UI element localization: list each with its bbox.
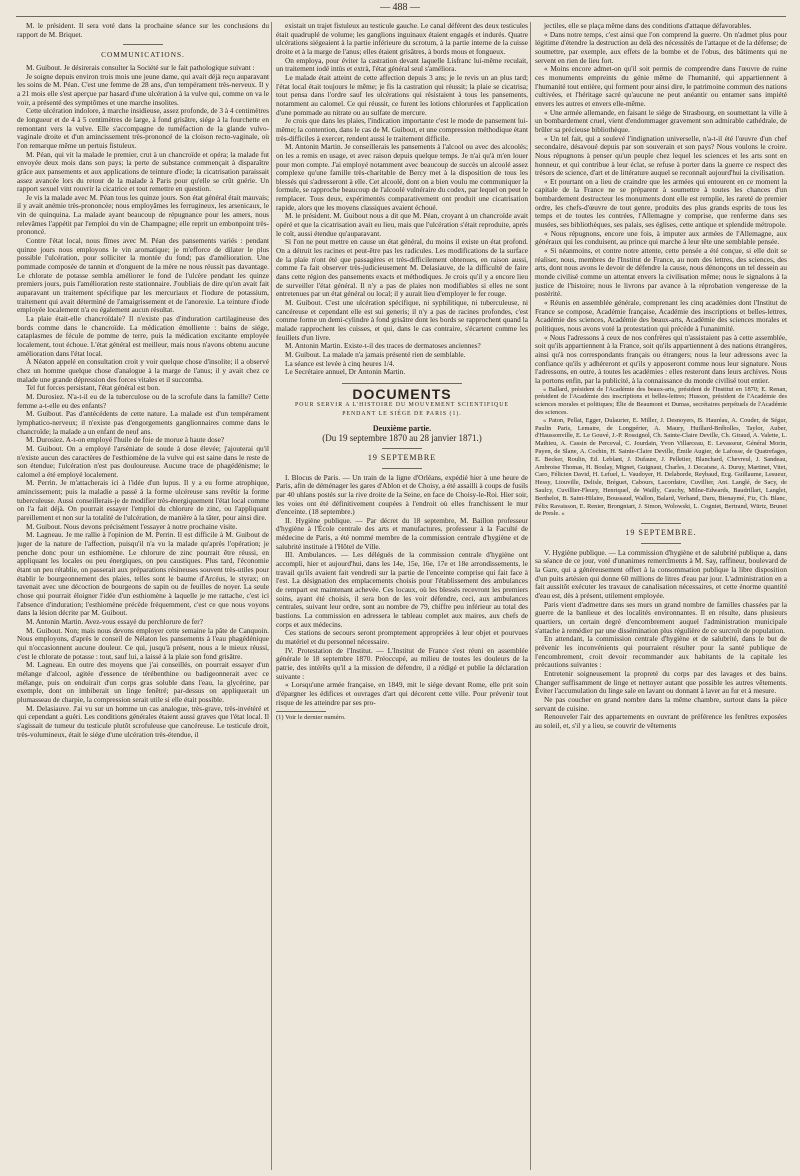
paragraph: M. Guibout. Pas d'antécédents de cette nature. La malade est d'un tempérament lymphatico-nerveux; il n'existe pas d'engorgements ganglionnaires comme dans le chancroïde; la malade a un enfant de neuf ans. — [17, 409, 269, 436]
column-2-items — [276, 474, 528, 708]
paragraph: Je soigne depuis environ trois mois une jeune dame, qui avait déjà reçu auparavant les soins de M. Péan. C'est une femme de 28 ans, d'un tempérament très-nerveux. Il y a 21 mois elle s'est aperçue par hasard d'une ulcération à la vulve qui, comme on va le voir, a présenté des symptômes et une marche insolites. — [17, 71, 269, 107]
paragraph: Je vis la malade avec M. Péan tous les quinze jours. Son état général était mauvais; il y avait anémie très-prononcée; nous employâmes les ferrugineux, les arsenicaux, le vin de quinquina. La malade ayant beaucoup de répugnance pour les amers, nous relevâmes l'appétit par l'emploi du vin de Champagne; elle reprit un embonpoint très-prononcé. — [17, 192, 269, 237]
paragraph: En attendant, la commission centrale d'hygiène et de salubrité, dans le but de prévenir les inconvénients qui pourraient résulter pour la santé publique de l'encombrement, croit devoir recommander aux habitants de la capitale les précautions suivantes : — [535, 634, 787, 670]
paragraph: M. Guibout. La malade n'a jamais présenté rien de semblable. — [285, 349, 466, 359]
part-title: Deuxième partie. — [372, 423, 432, 433]
paragraph: M. Guibout. Nous devons précisément l'essayer à notre prochaine visite. — [26, 521, 238, 531]
documents-subtitle: POUR SERVIR A L'HISTOIRE DU MOUVEMENT SCIENTIFIQUE — [295, 401, 509, 408]
paragraph: III. Ambulances. — Les délégués de la commission centrale d'hygiène ont accompli, hier et aujourd'hui, dans les 14e, 15e, 16e, 17e et 18e arrondissements, le travail qu'ils avaient fait vendredi sur la partie de l'enceinte comprise qui fait face à l'est. La désignation des emplacements choisis pour l'établissement des ambulances de rempart est maintenant achevée. Ces locaux, où les blessés recevront les premiers soins, ayant été choisis, il sera bon de les voir défendre, ceci, aux ambulances centrales, suivant leur ordre, sont au nombre de 79, chiffre peu inférieur au total des bastions. La commission en adressera le tableau complet aux maires, aux chefs de corps et aux médecins. — [276, 550, 528, 629]
paragraph: Si l'on ne peut mettre en cause un état général, du moins il existe un état profond. On a détruit les racines et peut-être pas les radicules. Les modifications de la surface de la plaie n'ont été que passagères et très-difficilement obtenues, en raison aussi, comme l'a fait observer très-judicieusement M. Delasiauve, de la difficulté de faire dans cette région des pansements exacts et méthodiques. Je crois qu'il y a encore lieu de surveiller l'état général. Il n'y a pas de plaies non modifiables si elles ne sont entretenues par un état général ou local; il y aurait lieu d'employer le fer rouge. — [276, 237, 528, 299]
paragraph: M. Durosiez. A-t-on employé l'huile de foie de morue à haute dose? — [26, 435, 225, 445]
paragraph: M. Perrin. Je m'attacherais ici à l'idée d'un lupus. Il y a eu forme atrophique, amincissement; puis la maladie a passé à la forme ulcéreuse sans revêtir la forme tuberculeuse. Aussi conseillerais-je de modifier très-énergiquement l'état local comme on l'a fait déjà. On pourrait essayer l'emploi du chlorure de zinc, ou l'appliquant pareillement et non sur la totalité de l'ulcération, de manière à la tâter, pour ainsi dire. — [17, 478, 269, 523]
column-1 — [17, 22, 269, 1172]
column-1-paragraphs — [17, 64, 269, 739]
paragraph: I. Blocus de Paris. — Un train de la ligne d'Orléans, expédié hier à une heure de Paris, afin de déménager les gares d'Ablon et de Choisy, a été assailli à coups de fusils par 40 uhlans postés sur la rive droite de la Seine, en face de Choisy-le-Roi. Hier soir, les voies ont été définitivement coupées à l'endroit où elles franchissent le mur d'enceinte. (18 septembre.) — [276, 472, 528, 517]
paragraph: On employa, pour éviter la castration devant laquelle Lisfranc lui-même reculait, un traitement iodé intùs et extrà, l'état général seul s'améliora. — [276, 55, 528, 74]
signatories-block — [535, 386, 787, 519]
paragraph: jectiles, elle se plaça même dans des conditions d'attaque défavorables. — [544, 22, 752, 30]
paragraph: M. Lagneau. En outre des moyens que j'ai conseillés, on pourrait essayer d'un mélange d'alcool, agitée d'essence de térébenthine ou badigeonnerait avec ce mélange, puis on enduirait d'un corps gras soluble dans l'eau, la glycérine, par exemple, dont on imbiberait un linge fenêtré; par-dessus on appliquerait un plumasseau de charpie, la compression serait utile si elle était possible. — [17, 660, 269, 704]
separator — [382, 448, 422, 449]
paragraph: Ne pas coucher en grand nombre dans la même chambre, surtout dans la pièce servant de cuisine. — [535, 694, 787, 713]
paragraph: M. Antonin Martin. Avez-vous essayé du perchlorure de fer? — [26, 616, 203, 626]
paragraph: « Un tel fait, qui a soulevé l'indignation universelle, n'a-t-il été l'œuvre d'un chef secondaire, désavoué depuis par son souverain et son pays? Nous voulons le croire. Nous répugnons à penser qu'un peuple chez lequel les sciences et les arts sont en honneur, et qui contribue à leur éclat, se refuse à porter dans la guerre ce respect des trésors de science, d'art et de littérature auquel se reconnaît aujourd'hui la civilisation. — [535, 133, 787, 178]
paragraph: « Réunis en assemblée générale, comprenant les cinq académies dont l'Institut de France se compose, Académie française, Académie des inscriptions et belles-lettres, Académie des sciences, Académie des beaux-arts, Académie des sciences morales et politiques, nous avons voté la protestation qui précède à l'unanimité. — [535, 298, 787, 333]
date-heading: 19 SEPTEMBRE. — [625, 528, 697, 538]
column-2-paragraphs — [276, 22, 528, 377]
separator — [641, 543, 681, 544]
column-2 — [276, 22, 528, 1172]
column-divider — [530, 22, 531, 1170]
lead-paragraph: M. le président. Il sera voté dans la prochaine séance sur les conclusions du rapport de M. Briquet. — [17, 22, 269, 39]
column-3-items — [535, 549, 787, 731]
paragraph: « Si néanmoins, et contre notre attente, cette pensée a été conçue, si elle doit se réaliser, nous, membres de l'Institut de France, au nom des lettres, des sciences, des arts, dont nous avons le devoir de défendre la cause, nous dénonçons un tel dessein au monde civilisé comme un attentat envers la civilisation même; nous le signalons à la justice de l'histoire; nous le livrons par avance à la réprobation vengeresse de la postérité. — [535, 246, 787, 299]
paragraph: Je crois que dans les plaies, l'indication importante c'est le mode de pansement lui-même; la contention, dans le cas de M. Guibout, et une compression méthodique étant très-difficiles à exercer, rendent aussi le traitement difficile. — [276, 116, 528, 143]
paragraph: M. le président. M. Guibout nous a dit que M. Péan, croyant à un chancroïde avait opéré et que la cicatrisation avait eu lieu, mais que l'ulcération s'était reproduite, après le coït, aussi étendue qu'auparavant. — [276, 211, 528, 238]
paragraph: Renouveler l'air des appartements en ouvrant de préférence les fenêtres exposées au soleil, et, s'il y a lieu, se couvrir de vêtements — [535, 712, 787, 730]
date-heading: 19 SEPTEMBRE — [367, 452, 437, 462]
paragraph: « Moins encore admet-on qu'il soit permis de comprendre dans l'œuvre de ruine ces monuments empreints du génie même de l'humanité, qui appartiennent à l'humanité tout entière, qui forment pour ainsi dire, le patrimoine commun des nations cultivées, et l'héritage sacré qu'aucune ne peut anéantir ou entamer sans impiété envers les autres et envers elle-même. — [535, 64, 787, 108]
column-3-paragraphs — [535, 22, 787, 386]
paragraph: La plaie était-elle chancroïdale? Il n'existe pas d'induration cartilagineuse des bords comme dans le chancroïde. La médication émolliente : bains de siége, cataplasmes de fécule de pomme de terre, puis la médication excitante employée localement, tout échoue. L'état général est meilleur, mais nous n'avons obtenu aucune amélioration dans l'état local. — [17, 314, 269, 358]
paragraph: M. Antonin Martin. Existe-t-il des traces de dermatoses anciennes? — [285, 341, 481, 351]
paragraph: « Et pourtant on a lieu de craindre que les armées qui entourent en ce moment la capitale de la France ne se préparent à soumettre à toutes les chances d'un bombardement destructeur les monuments dont elle est remplie, les rareté de premier ordre, les chefs-d'œuvre de tout genre, produits des plus grands esprits de tous les temps et de toutes les contrées, l'Allemagne y comprise, que renferme dans ses musées, ses bibliothèques, ses palais, ses églises, cette antique et splendide métropole. — [535, 176, 787, 230]
signatories-members: « Paton, Pellat, Egger, Dulaurier, E. Miller, J. Desnoyers, B. Hauréau, A. Couder, de Ségur, Paulin Paris, Lemaire, de Longpérier, A. Maury, Huillard-Bréholles, Taylor, Auber, d'Haussonville, E. Le Gouvé, J.-P. Rossignol, Ch. Sainte-Claire Deville, Ch. Giraud, A. Valette, L. Mathieu, A. Cassin de Perceval, C. Jourdain, Yvon Villarceau, E. Levasseur, Général Morin, Payen, de Slane, A. Cochin, H. Sainte-Claire Deville, Émile Augier, de Lafosse, de Quatrefages, E. Becker, Roulin, Ed. Leblant, J. Dufaure, J. Pelletier, Blanchard, Chevreul, J. Sandeau, Ambroise Thomas, H. Boulay, Mignet, Guignaut, Charles, J. Decaisne, A. Duruy, Martinet, Vitet, Caro, Félicien David, H. Lefuel, L. Vaudoyer, H. Delaborde, Reybaud, Ecg. Guillaume, Lesueur, Hessy, Liouville, Delisle, Bréguet, Cabours, Lacordaire, Cuvillier, Ant. Langlé, de Sacy, de Saulcy, Cuvillier-Fleury, Henriquel, de Wailly, Cauchy, Milne-Edwards, Baudrillart, Langlet, Berthelot, B. Saint-Hilaire, Boussaud, Wallon, Balard, Verhand, Daru, Bienaymé, Fiz, Ch. Blanc, Félix Ravaisson, E. Renier, Brongniart, J. Simon, Wolowski, L. Cogniet, Bertrand, Würtz, Brunet de Presle. » — [535, 416, 787, 518]
paragraph: À Néaton appelé en consultation croit y voir quelque chose d'insolite; il a observé chez un homme quelque chose d'analogue à la marge de l'anus; il y avait chez ce malade une grande dépression des forces vitales et il succomba. — [17, 357, 269, 384]
paragraph: « Une armée allemande, en faisant le siége de Strasbourg, en soumettant la ville à un bombardement cruel, vient d'endommager gravement son admirable cathédrale, de brûler sa précieuse bibliothèque. — [535, 107, 787, 134]
paragraph: M. Péan, qui vit la malade le premier, crut à un chancroïde et opéra; la malade fut envoyée deux mois dans son pays; la perte de substance commençait à disparaître grâce aux pansements et aux applications de teinture d'iode; la cicatrisation paraissait assez avancée lors du retour de la malade à Paris pour qu'elle se crût guérie. Un rapport sexuel vint rouvrir la cicatrice et tout remettre en question. — [17, 149, 269, 194]
paragraph: Cette ulcération indolore, à marche insidieuse, assez profonde, de 3 à 4 centimètres de longueur et de 4 à 5 centimètres de large, à fond grisâtre, siége à la fourchette en remontant vers la vulve. Elle s'accompagne de tuméfaction de la glande vulvo-vaginale droite et d'un amincissement très-prononcé de la cloison recto-vaginale, où l'on remarque même un pertuis fistuleux. — [17, 106, 269, 150]
paragraph: Paris vient d'admettre dans ses murs un grand nombre de familles chassées par la guerre de la banlieue et des localités environnantes. Il en résulte, dans plusieurs quartiers, un certain degré d'encombrement auquel l'administration municipale s'attache à remédier par une dissémination plus régulière de ce surcroît de population. — [535, 599, 787, 635]
separator — [641, 523, 681, 524]
footnote: (1) Voir le dernier numéro. — [276, 714, 346, 722]
paragraph: M. Guibout. Je désirerais consulter la Société sur le fait pathologique suivant : — [26, 62, 255, 72]
paragraph: Le Secrétaire annuel, Dr Antonin Martin. — [285, 367, 406, 377]
top-rule — [16, 16, 786, 17]
date-range: (Du 19 septembre 1870 au 28 janvier 1871.) — [322, 433, 482, 444]
documents-subtitle-2: PENDANT LE SIÉGE DE PARIS (1). — [342, 410, 462, 417]
paragraph: La séance est levée à cinq heures 1/4. — [285, 358, 395, 368]
paragraph: M. Guibout. C'est une ulcération spécifique, ni syphilitique, ni tuberculeuse, ni cancéreuse et cependant elle est sui generis; il n'y a pas de racines profondes, c'est comme forme un demi-cylindre à fond grisâtre dont les bords se rapprochent quand la malade rapprochent les cuisses, et qui, dans le cas contraire, s'écartent comme les feuillets d'un livre. — [276, 298, 528, 342]
column-3 — [535, 22, 787, 1172]
column-divider — [271, 22, 272, 1170]
paragraph: IV. Protestation de l'Institut. — L'Institut de France s'est réuni en assemblée générale le 18 septembre 1870. Préoccupé, au milieu de toutes les douleurs de la patrie, des intérêts qu'il a la mission de défendre, il a rédigé et publie la déclaration suivante : — [276, 645, 528, 681]
paragraph: M. Antonin Martin. Je conseillerais les pansements à l'alcool ou avec des alcoolés; on les a remis en usage, et avec raison depuis quelque temps. Je n'ai qu'à m'en louer pour mon compte. J'ai employé notamment avec beaucoup de succès un alcoolé assez complexe qu'une famille très-charitable de Bercy met à la disposition de tous les blessés qui s'adresseront à elle. Cet alcoolé, dont on a bien voulu me communiquer la formule, se rapproche beaucoup de l'alcoolé vulnéraire du codex, par lequel on peut le remplacer. Tous deux, expérimentés comparativement ont produit une cicatrisation rapide, alors que les moyens classiques avaient échoué. — [276, 142, 528, 212]
paragraph: Tel fut forces persistant, l'état général est bon. — [26, 383, 160, 393]
signatories-officers: « Ballard, président de l'Académie des beaux-arts, président de l'Institut en 1870; E. Renan, président de l'Académie des inscriptions et belles-lettres; Husson, président de l'Académie des sciences morales et politiques; Élie de Beaumont et Dumas, secrétaires perpétuels de l'Académie des sciences. — [535, 385, 787, 416]
section-title: COMMUNICATIONS. — [101, 50, 185, 60]
page-number: — 488 — — [380, 2, 420, 13]
separator — [342, 383, 462, 384]
paragraph: « Nous l'adressons à ceux de nos confrères qui n'assistaient pas à cette assemblée, soit qu'ils appartiennent à la France, soit qu'ils appartiennent à des nations étrangères, ainsi qu'à nos correspondants français ou étrangers; nous la leur adressons avec la confiance qu'ils y adhéreront et qu'ils y apposeront comme nous leur signature. Nous l'adressons, en outre, à toutes les académies : elles resteront dans leurs archives. Nous la portons enfin, par la publicité, à la connaissance du monde civilisé tout entier. — [535, 332, 787, 385]
paragraph: Entretenir soigneusement la propreté du corps par des lavages et des bains. Changer suffisamment de linge et nettoyer autant que possible les autres vêtements. Éviter l'accumulation du linge sale en lavant ou donnant à laver au fur et à mesure. — [535, 668, 787, 696]
paragraph: V. Hygiène publique. — La commission d'hygiène et de salubrité publique a, dans sa séance de ce jour, voté d'unanimes remercîments à M. Say, raffineur, boulevard de la Gare, qui a généreusement offert à la consommation publique la libre disposition d'un puits artésien qui donne 60 millions de litres d'eau par jour. L'administration en a fait aussitôt exécuter les travaux de canalisation nécessaires, et cette énorme quantité d'eau est, dès à présent, utilement employée. — [535, 547, 787, 601]
paragraph: Le malade était atteint de cette affection depuis 3 ans; je le revis un an plus tard; l'état local était toujours le même; je fis la castration qui réussit; la plaie se cicatrisa; tout pensa dans l'ordre sauf les ulcérations qui résistaient à tous les pansements, notamment au calomel. Ce qui réussit, ce furent les lotions chlorurées et l'application d'une pommade au nitrate ou au sulfate de mercure. — [276, 72, 528, 117]
separator — [123, 44, 163, 45]
paragraph: M. Guibout. On a employé l'arséniate de soude à dose élevée; j'ajouterai qu'il n'existe aucun des caractères de l'esthiomène de la vulve qui est saine dans le reste de son étendue; l'ulcération n'est pas douloureuse. Aucune trace de phagédénisme; le calomel a été employé localement. — [17, 443, 269, 479]
paragraph: M. Durosiez. N'a-t-il eu de la tuberculose ou de la scrofule dans la famille? Cette femme a-t-elle eu des enfants? — [17, 391, 269, 410]
paragraph: « Dans notre temps, c'est ainsi que l'on comprend la guerre. On n'admet plus pour légitime d'étendre la destruction au delà des nécessités de l'attaque et de la défense; de soumettre, par exemple, aux effets de la bombe et de l'obus, des bâtiments qui ne servent en rien de lieu fort. — [535, 29, 787, 65]
paragraph: M. Lagneau. Je me rallie à l'opinion de M. Perrin. Il est difficile à M. Guibout de juger de la nature de l'affection, puisqu'il n'a vu la malade qu'après l'opération; je penche donc pour un esthiomène. Le chlorure de zinc pourrait être réussi, en appliquant les locales ou peu énergiques, on peu caustiques. Plus tard, l'économie étant un peu rétablie, on passerait aux préparations résineuses souvent très-utiles pour établir le bourgeonnement des plaies, telles sont le baume d'Arcéus, le styrax; on tavenait avec une décoction de bourgeons de sapin ou de feuilles de noyer. La seule chose qui pourrait éloigner l'idée d'un esthiomène à laquelle je me rattache, c'est ici l'absence d'induration; l'esthiomène précède fréquemment, c'est ce que nous voyons dans la lésion décrite par M. Guibout. — [17, 530, 269, 618]
paragraph: existait un trajet fistuleux au testicule gauche. Le canal déférent des deux testicules était quadruplé de volume; les ganglions inguinaux étaient engagés et indurés. Quatre ulcérations siégeaient à la partie inférieure du scrotum, à la partie interne de la cuisse droite et à la marge de l'anus; elles étaient grisâtres, à bords mous et fongueux. — [276, 22, 528, 56]
separator — [382, 468, 422, 469]
documents-title: DOCUMENTS — [352, 385, 452, 402]
paragraph: Ces stations de secours seront promptement appropriées à leur objet et pourvues du matériel et du personnel nécessaire. — [276, 628, 528, 646]
paragraph: M. Guibout. Non; mais nous devons employer cette semaine la pâte de Canquoin. Nous employons, d'après le conseil de Nélaton les pansements à l'eau phagédénique qui n'occasionnent aucune douleur. Ce qui, jusqu'à présent, nous a le mieux réussi, c'est le chlorate de potasse : tout, sauf lui, a laissé à la plaie son fond grisâtre. — [17, 625, 269, 661]
paragraph: Contre l'état local, nous fîmes avec M. Péan des pansements variés : pendant quinze jours nous employons le vin aromatique; je m'efforce de dilater le plus possible l'ulcération, pour solliciter la montée du fond; pas d'amélioration. Une pommade composée de tannin et d'onguent de la mère ne nous réussit pas davantage. Le chlorate de potasse sembla améliorer le fond de l'ulcère pendant les quinze premiers jours, puis l'amélioration reste stationnaire. J'oubliais de dire qu'on avait fait auparavant un traitement spécifique par les mercuriaux et l'iodure de potassium, traitement qui avait déterminé de l'amaigrissement et de l'anorexie. La teinture d'iode employée localement n'a eu également aucun résultat. — [17, 236, 269, 315]
paragraph: II. Hygiène publique. — Par décret du 18 septembre, M. Baillon professeur d'hygiène à l'École centrale des arts et manufactures, professeur à la Faculté de médecine de Paris, a été nommé membre de la commission centrale d'hygiène et de salubrité instituée à l'Hôtel de Ville. — [276, 515, 528, 551]
footnote-rule — [276, 711, 326, 712]
paragraph: « Nous répugnons, encore une fois, à imputer aux armées de l'Allemagne, aux généraux qui les conduisent, au prince qui marche à leur tête une semblable pensée. — [535, 228, 787, 247]
paragraph: « Lorsqu'une armée française, en 1849, mit le siége devant Rome, elle prit soin d'épargner les édifices et ouvrages d'art qui décorent cette ville. Pour prévenir tout risque de les atteindre par ses pro- — [276, 680, 528, 707]
paragraph: M. Delasiauve. J'ai vu sur un homme un cas analogue, très-grave, très-invétéré et qui cependant a guéri. Les conditions générales étaient aussi graves que l'état local. Il s'agissait de tumeur du testicule plutôt scrofuleuse que cancéreuse. Le testicule droit, très-volumineux, était le siége d'une ulcération très-étendue, il — [17, 703, 269, 739]
